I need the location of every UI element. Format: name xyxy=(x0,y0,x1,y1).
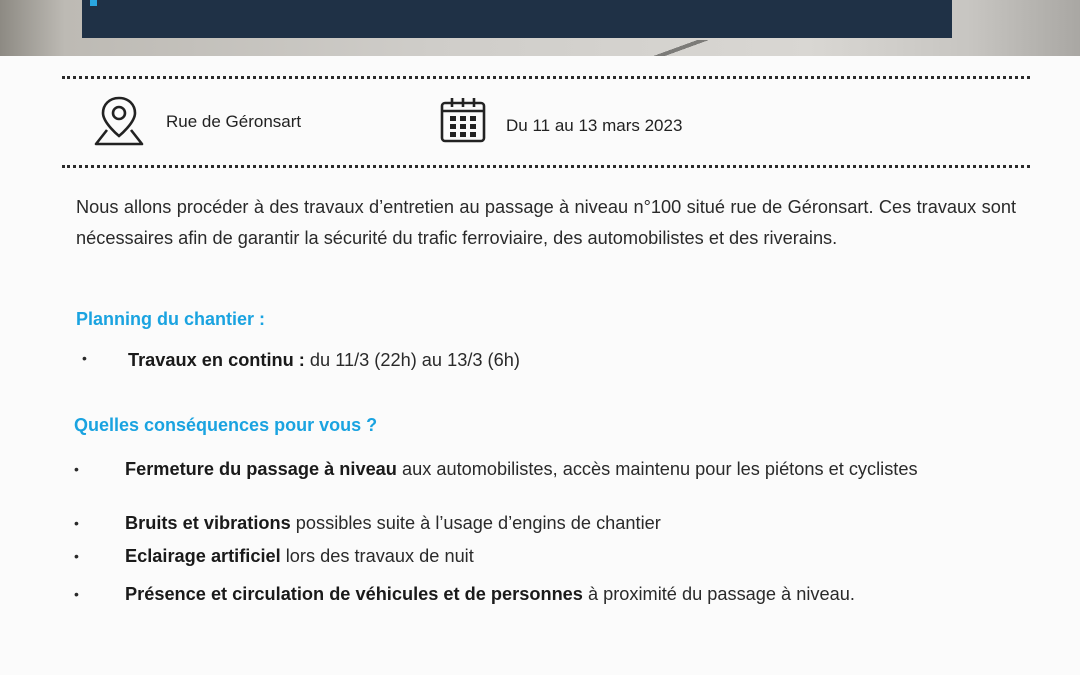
location-pin-icon xyxy=(92,94,146,148)
planning-heading: Planning du chantier : xyxy=(76,309,266,329)
bullet-icon: • xyxy=(74,515,79,531)
dotted-divider-top xyxy=(62,76,1030,79)
calendar-icon xyxy=(440,96,486,144)
item-bold: Présence et circulation de véhicules et de personnes xyxy=(125,584,583,604)
bullet-icon: • xyxy=(74,461,79,477)
item-text: aux automobilistes, accès maintenu pour les piétons et cyclistes xyxy=(396,459,918,479)
location-text: Rue de Géronsart xyxy=(166,112,302,131)
list-item xyxy=(82,350,1008,371)
item-text: à proximité du passage à niveau. xyxy=(582,584,855,604)
item-bold: Fermeture du passage à niveau xyxy=(125,459,397,479)
dotted-divider-bottom xyxy=(62,165,1030,168)
list-item xyxy=(74,545,1005,568)
intro-paragraph: Nous allons procéder à des travaux d’entretien au passage à niveau n°100 situé rue de Géronsart. Ces travaux sont nécessaires afin de garantir la sécurité du trafic ferroviaire, des automobilistes et des riverains. xyxy=(76,197,1016,248)
dates-text: Du 11 au 13 mars 2023 xyxy=(506,116,683,135)
title-banner xyxy=(82,0,952,38)
bullet-icon: • xyxy=(74,586,79,602)
list-item xyxy=(74,458,1005,504)
list-item xyxy=(74,512,1005,535)
consequences-list xyxy=(74,458,1005,611)
consequences-heading: Quelles conséquences pour vous ? xyxy=(74,415,378,435)
item-bold: Travaux en continu : xyxy=(128,350,305,370)
item-bold: Bruits et vibrations xyxy=(125,513,291,533)
photo-road-marking xyxy=(640,40,760,56)
notice-body xyxy=(76,192,1016,254)
bullet-icon: • xyxy=(74,548,79,564)
info-row xyxy=(0,90,1080,152)
list-item xyxy=(74,578,925,611)
item-text: lors des travaux de nuit xyxy=(280,546,474,566)
planning-list xyxy=(82,350,1008,371)
item-text: possibles suite à l’usage d’engins de chantier xyxy=(290,513,661,533)
bullet-icon: • xyxy=(82,350,87,366)
item-text: du 11/3 (22h) au 13/3 (6h) xyxy=(304,350,520,370)
banner-accent xyxy=(90,0,97,6)
item-bold: Eclairage artificiel xyxy=(125,546,281,566)
